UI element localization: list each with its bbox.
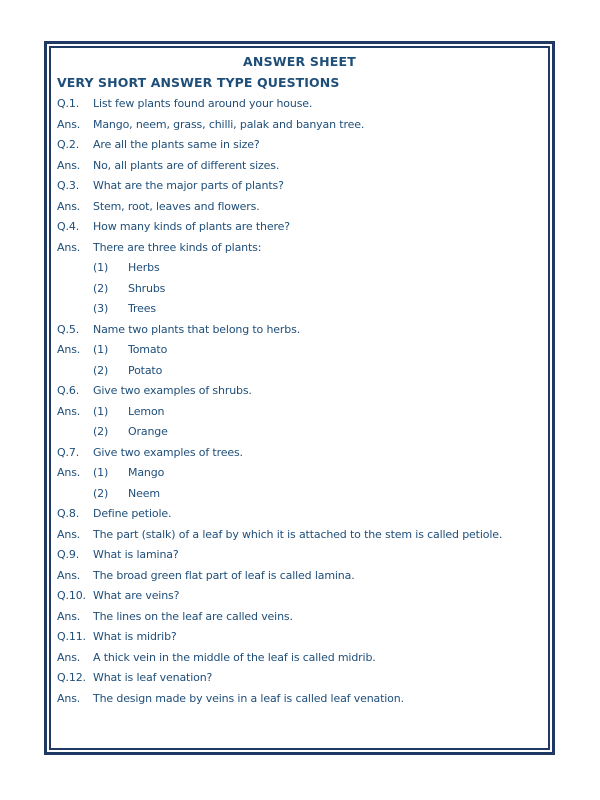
question-text: What are the major parts of plants? <box>93 179 284 192</box>
item-number: (1) <box>93 404 109 418</box>
item-text: Trees <box>128 302 156 315</box>
question-row <box>57 320 542 341</box>
item-number: (3) <box>93 302 109 315</box>
answer-row <box>57 525 542 546</box>
question-row <box>57 545 542 566</box>
question-row <box>57 94 542 115</box>
question-text: Are all the plants same in size? <box>93 138 260 151</box>
border-frame-inner <box>49 46 550 750</box>
item-text: Mango <box>128 466 165 479</box>
question-row <box>57 586 542 607</box>
question-label: Q.9. <box>57 548 80 561</box>
question-label: Q.2. <box>57 138 80 151</box>
question-text: Give two examples of shrubs. <box>93 384 252 397</box>
question-text: What are veins? <box>93 589 180 602</box>
answer-row <box>57 607 542 628</box>
item-number: (1) <box>93 261 109 274</box>
answer-text: The design made by veins in a leaf is called leaf venation. <box>93 691 404 705</box>
answer-text: There are three kinds of plants: <box>93 240 262 254</box>
item-number: (2) <box>93 425 109 438</box>
answer-item-row <box>57 279 542 300</box>
answer-text: No, all plants are of different sizes. <box>93 158 280 172</box>
qa-list <box>57 94 542 709</box>
answer-item-row <box>57 484 542 505</box>
answer-item-row <box>57 361 542 382</box>
answer-item-row <box>57 422 542 443</box>
answer-text: A thick vein in the middle of the leaf is called midrib. <box>93 650 376 664</box>
answer-item-row <box>57 463 542 484</box>
answer-item-row <box>57 258 542 279</box>
answer-text: Stem, root, leaves and flowers. <box>93 199 260 213</box>
item-text: Shrubs <box>128 281 166 295</box>
answer-text: Mango, neem, grass, chilli, palak and banyan tree. <box>93 117 365 131</box>
answer-label: Ans. <box>57 343 81 356</box>
question-text: Name two plants that belong to herbs. <box>93 322 301 336</box>
item-text: Herbs <box>128 261 160 274</box>
answer-label: Ans. <box>57 527 81 541</box>
section-heading: VERY SHORT ANSWER TYPE QUESTIONS <box>57 75 340 90</box>
answer-item-row <box>57 402 542 423</box>
question-label: Q.10. <box>57 589 86 602</box>
question-label: Q.4. <box>57 220 80 233</box>
item-number: (2) <box>93 281 109 295</box>
question-label: Q.8. <box>57 507 80 520</box>
answer-label: Ans. <box>57 199 81 213</box>
answer-label: Ans. <box>57 609 81 623</box>
answer-label: Ans. <box>57 691 81 705</box>
question-text: What is midrib? <box>93 630 177 643</box>
question-row <box>57 443 542 464</box>
answer-row <box>57 238 542 259</box>
answer-text: The part (stalk) of a leaf by which it is attached to the stem is called petiole. <box>93 527 503 541</box>
answer-row <box>57 197 542 218</box>
answer-label: Ans. <box>57 240 81 254</box>
answer-item-row <box>57 340 542 361</box>
item-text: Orange <box>128 425 168 438</box>
question-row <box>57 176 542 197</box>
question-text: Give two examples of trees. <box>93 445 243 459</box>
question-row <box>57 381 542 402</box>
question-label: Q.11. <box>57 630 86 643</box>
item-number: (1) <box>93 343 109 356</box>
answer-label: Ans. <box>57 568 81 582</box>
question-row <box>57 668 542 689</box>
answer-label: Ans. <box>57 650 81 664</box>
question-text: How many kinds of plants are there? <box>93 220 290 233</box>
answer-item-row <box>57 299 542 320</box>
question-text: Define petiole. <box>93 507 172 520</box>
answer-label: Ans. <box>57 117 81 131</box>
answer-label: Ans. <box>57 404 81 418</box>
item-number: (1) <box>93 466 109 479</box>
answer-text: The broad green flat part of leaf is called lamina. <box>93 568 355 582</box>
item-text: Neem <box>128 486 160 500</box>
answer-row <box>57 115 542 136</box>
question-label: Q.12. <box>57 671 86 684</box>
question-text: What is leaf venation? <box>93 671 213 684</box>
item-number: (2) <box>93 486 109 500</box>
question-row <box>57 135 542 156</box>
question-label: Q.3. <box>57 179 80 192</box>
answer-text: The lines on the leaf are called veins. <box>93 609 293 623</box>
question-label: Q.1. <box>57 97 80 110</box>
answer-label: Ans. <box>57 466 81 479</box>
border-frame <box>44 41 555 755</box>
item-text: Lemon <box>128 404 165 418</box>
question-row <box>57 627 542 648</box>
answer-row <box>57 566 542 587</box>
question-label: Q.7. <box>57 445 80 459</box>
question-label: Q.5. <box>57 322 80 336</box>
question-label: Q.6. <box>57 384 80 397</box>
answer-row <box>57 689 542 710</box>
answer-row <box>57 156 542 177</box>
answer-row <box>57 648 542 669</box>
answer-label: Ans. <box>57 158 81 172</box>
question-text: What is lamina? <box>93 548 179 561</box>
item-text: Tomato <box>128 343 168 356</box>
doc-title: ANSWER SHEET <box>243 54 356 69</box>
item-text: Potato <box>128 363 163 377</box>
question-text: List few plants found around your house. <box>93 97 313 110</box>
question-row <box>57 217 542 238</box>
item-number: (2) <box>93 363 109 377</box>
question-row <box>57 504 542 525</box>
